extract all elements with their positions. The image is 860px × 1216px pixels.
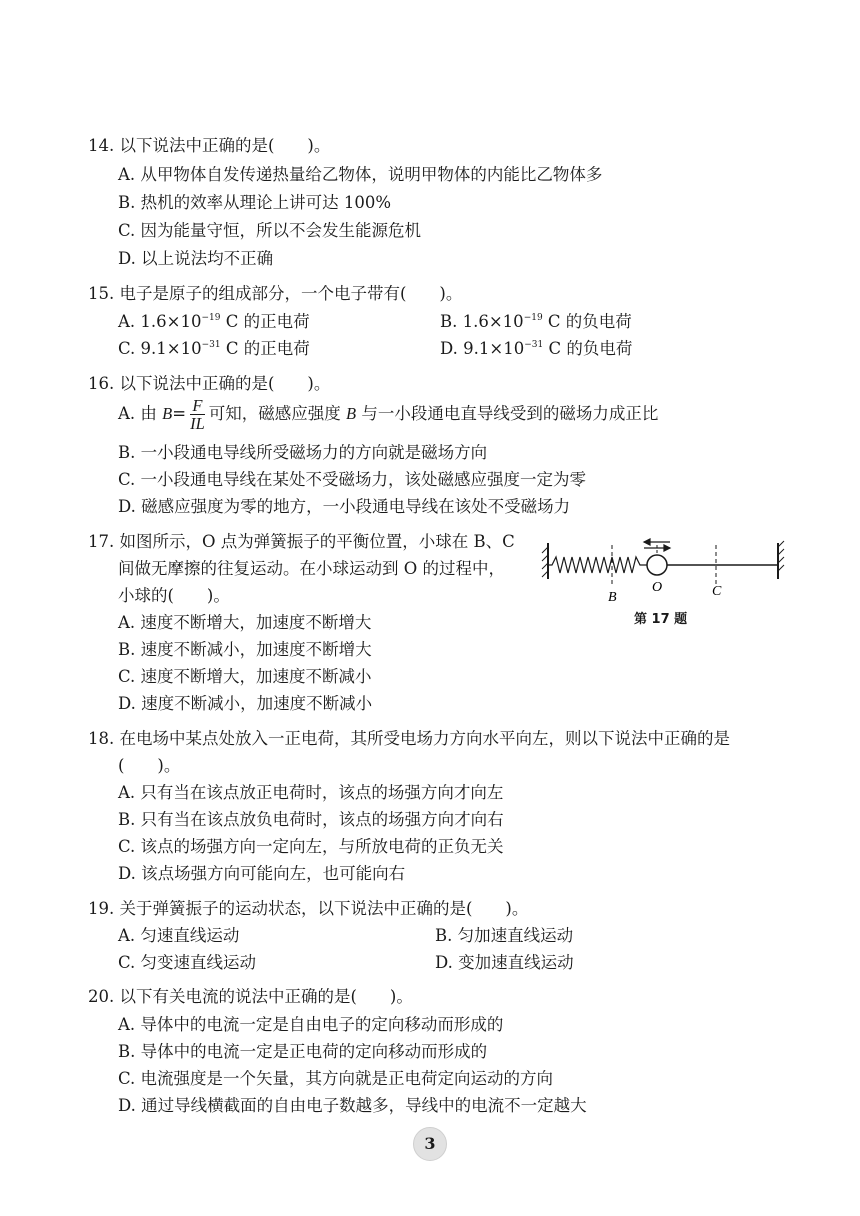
option-a[interactable]: A. 由 B= $\frac{F}{IL}$ 可知，磁感应强度 B 与一小段通电直导线受到的磁场力成正比 — [118, 396, 659, 433]
ball — [647, 555, 667, 575]
fraction: $\frac{F}{IL}$ — [190, 396, 205, 433]
label-c: C — [712, 584, 722, 599]
question-stem — [88, 370, 330, 394]
question-stem-line-3: 小球的( )。 — [118, 586, 230, 605]
option-c[interactable]: C. 一小段通电导线在某处不受磁场力，该处磁感应强度一定为零 — [118, 470, 587, 489]
question-text: 以下说法中正确的是( )。 — [119, 374, 331, 393]
option-c[interactable]: C. 速度不断增大，加速度不断减小 — [118, 667, 372, 686]
page-number: 3 — [413, 1127, 447, 1161]
option-d[interactable]: D. 该点场强方向可能向左，也可能向右 — [118, 864, 406, 883]
question-number: 15. — [88, 284, 115, 303]
question-stem — [88, 132, 330, 156]
question-text: 关于弹簧振子的运动状态，以下说法中正确的是( )。 — [119, 899, 529, 918]
option-a[interactable]: A. 速度不断增大，加速度不断增大 — [118, 613, 372, 632]
option-d[interactable]: D. 变加速直线运动 — [435, 953, 574, 972]
option-b[interactable]: B. 一小段通电导线所受磁场力的方向就是磁场方向 — [118, 443, 488, 462]
option-b[interactable]: B. 只有当在该点放负电荷时，该点的场强方向才向右 — [118, 810, 504, 829]
question-stem-line-1 — [88, 528, 515, 552]
question-stem-line-1 — [88, 725, 730, 749]
spring-oscillator-diagram — [540, 533, 790, 605]
option-b[interactable]: B. $1.6\times 10^{-19}$ C 的负电荷 — [440, 312, 632, 331]
question-text: 在电场中某点处放入一正电荷，其所受电场力方向水平向左，则以下说法中正确的是 — [119, 729, 730, 748]
option-c[interactable]: C. 电流强度是一个矢量，其方向就是正电荷定向运动的方向 — [118, 1069, 554, 1088]
question-stem — [88, 895, 528, 919]
option-d[interactable]: D. $9.1\times 10^{-31}$ C 的负电荷 — [440, 339, 633, 358]
option-b[interactable]: B. 匀加速直线运动 — [435, 926, 574, 945]
option-c[interactable]: C. 因为能量守恒，所以不会发生能源危机 — [118, 221, 422, 240]
option-c[interactable]: C. 该点的场强方向一定向左，与所放电荷的正负无关 — [118, 837, 504, 856]
option-a[interactable]: A. 只有当在该点放正电荷时，该点的场强方向才向左 — [118, 783, 504, 802]
question-number: 16. — [88, 374, 115, 393]
option-b[interactable]: B. 热机的效率从理论上讲可达 100% — [118, 193, 392, 212]
label-o: O — [652, 580, 663, 595]
option-b[interactable]: B. 速度不断减小，加速度不断增大 — [118, 640, 372, 659]
question-number: 18. — [88, 729, 115, 748]
spring — [548, 557, 647, 573]
question-text: 如图所示，O 点为弹簧振子的平衡位置，小球在 B、C — [119, 532, 515, 551]
option-d[interactable]: D. 以上说法均不正确 — [118, 249, 274, 268]
question-text: 电子是原子的组成部分，一个电子带有( )。 — [119, 284, 463, 303]
question-number: 19. — [88, 899, 115, 918]
question-stem — [88, 280, 462, 304]
option-a[interactable]: A. 从甲物体自发传递热量给乙物体，说明甲物体的内能比乙物体多 — [118, 165, 603, 184]
figure-caption: 第 17 题 — [634, 612, 688, 627]
question-text: 以下有关电流的说法中正确的是( )。 — [119, 987, 413, 1006]
option-c[interactable]: C. 匀变速直线运动 — [118, 953, 257, 972]
question-stem — [88, 983, 413, 1007]
option-c[interactable]: C. $9.1\times 10^{-31}$ C 的正电荷 — [118, 339, 310, 358]
option-d[interactable]: D. 通过导线横截面的自由电子数越多，导线中的电流不一定越大 — [118, 1096, 587, 1115]
label-b: B — [608, 590, 617, 605]
question-number: 17. — [88, 532, 115, 551]
question-stem-line-2: ( )。 — [118, 756, 181, 775]
question-text: 以下说法中正确的是( )。 — [119, 136, 331, 155]
option-a[interactable]: A. $1.6\times 10^{-19}$ C 的正电荷 — [118, 312, 310, 331]
question-number: 20. — [88, 987, 115, 1006]
option-a[interactable]: A. 导体中的电流一定是自由电子的定向移动而形成的 — [118, 1015, 504, 1034]
option-a[interactable]: A. 匀速直线运动 — [118, 926, 240, 945]
question-stem-line-2: 间做无摩擦的往复运动。在小球运动到 O 的过程中， — [118, 559, 506, 578]
question-number: 14. — [88, 136, 115, 155]
option-d[interactable]: D. 磁感应强度为零的地方，一小段通电导线在该处不受磁场力 — [118, 497, 571, 516]
option-d[interactable]: D. 速度不断减小，加速度不断减小 — [118, 694, 373, 713]
option-b[interactable]: B. 导体中的电流一定是正电荷的定向移动而形成的 — [118, 1042, 488, 1061]
